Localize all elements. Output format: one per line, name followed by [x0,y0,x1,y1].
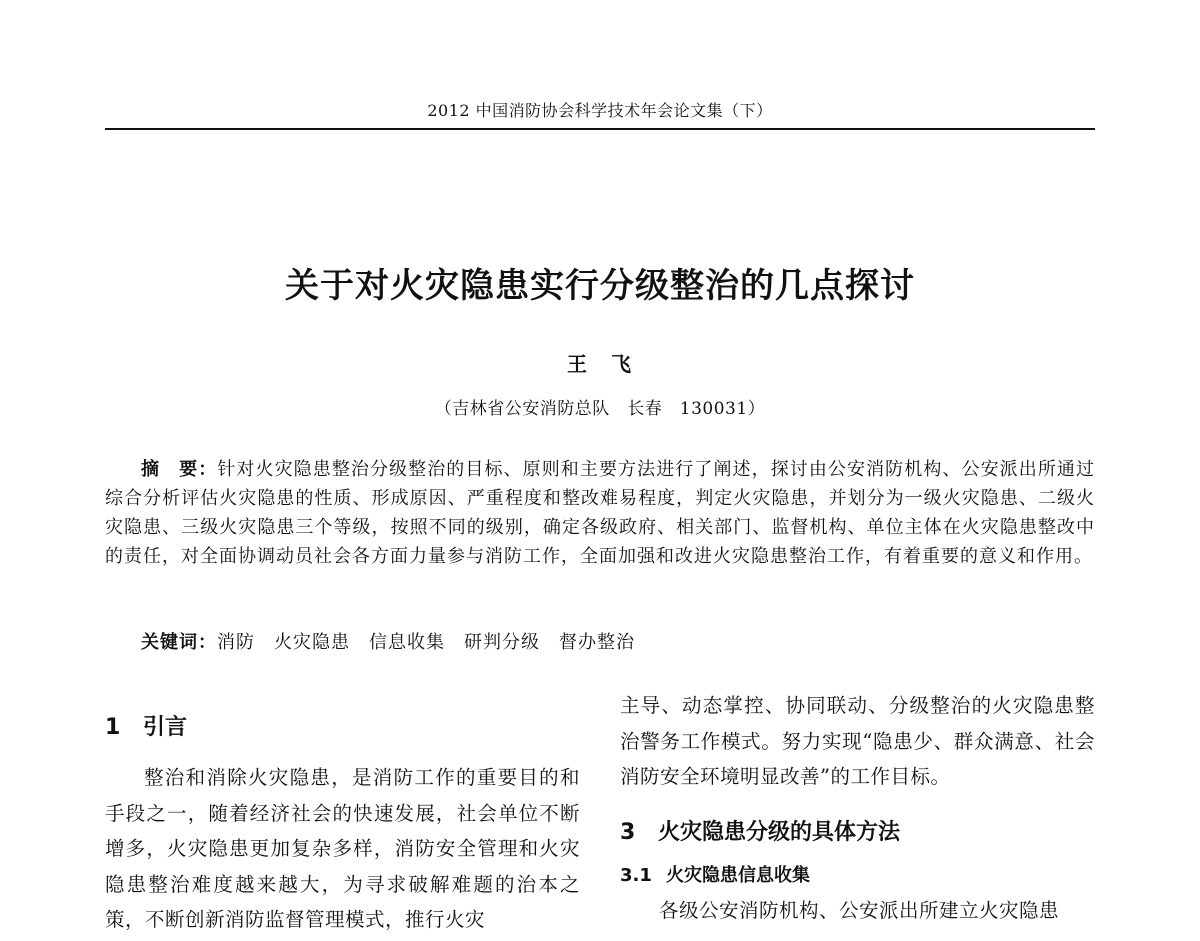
left-column [105,710,580,938]
paper-title: 关于对火灾隐患实行分级整治的几点探讨 [285,266,915,306]
section-title: 引言 [143,715,188,740]
keywords-text: 消防 火灾隐患 信息收集 研判分级 督办整治 [217,632,635,653]
section-heading-introduction [105,710,580,746]
section-number: 1 [105,715,121,740]
subsection-title: 火灾隐患信息收集 [666,864,810,886]
subsection-heading-info-collection [620,859,1095,893]
running-header: 2012 中国消防协会科学技术年会论文集（下） [427,101,773,120]
affiliation: （吉林省公安消防总队 长春 130031） [434,399,766,419]
abstract [105,455,1095,571]
right-column [620,688,1095,928]
section-title: 火灾隐患分级的具体方法 [658,819,901,845]
subsection-number: 3.1 [620,864,652,886]
continued-paragraph: 主导、动态掌控、协同联动、分级整治的火灾隐患整治警务工作模式。努力实现“隐患少、群众满意、社会消防安全环境明显改善”的工作目标。 [620,694,1095,788]
header-rule [105,128,1095,130]
keywords [105,628,1095,657]
section-heading-method [620,815,1095,851]
abstract-text: 针对火灾隐患整治分级整治的目标、原则和主要方法进行了阐述，探讨由公安消防机构、公安派出所通过综合分析评估火灾隐患的性质、形成原因、严重程度和整改难易程度，判定火灾隐患，并划分为一级火灾隐患、二级火灾隐患、三级火灾隐患三个等级，按照不同的级别，确定各级政府、相关部门、监督机构、单位主体在火灾隐患整改中的责任，对全面协调动员社会各方面力量参与消防工作，全面加强和改进火灾隐患整治工作，有着重要的意义和作用。 [105,459,1095,567]
author: 王 飞 [567,352,633,376]
abstract-label: 摘 要： [141,459,218,480]
keywords-label: 关键词： [141,632,217,653]
subsection-paragraph: 各级公安消防机构、公安派出所建立火灾隐患 [659,898,1060,922]
section-number: 3 [620,819,636,845]
introduction-paragraph: 整治和消除火灾隐患，是消防工作的重要目的和手段之一，随着经济社会的快速发展，社会单位不断增多，火灾隐患更加复杂多样，消防安全管理和火灾隐患整治难度越来越大，为寻求破解难题的治本之策，不断创新消防监督管理模式，推行火灾 [105,766,580,931]
